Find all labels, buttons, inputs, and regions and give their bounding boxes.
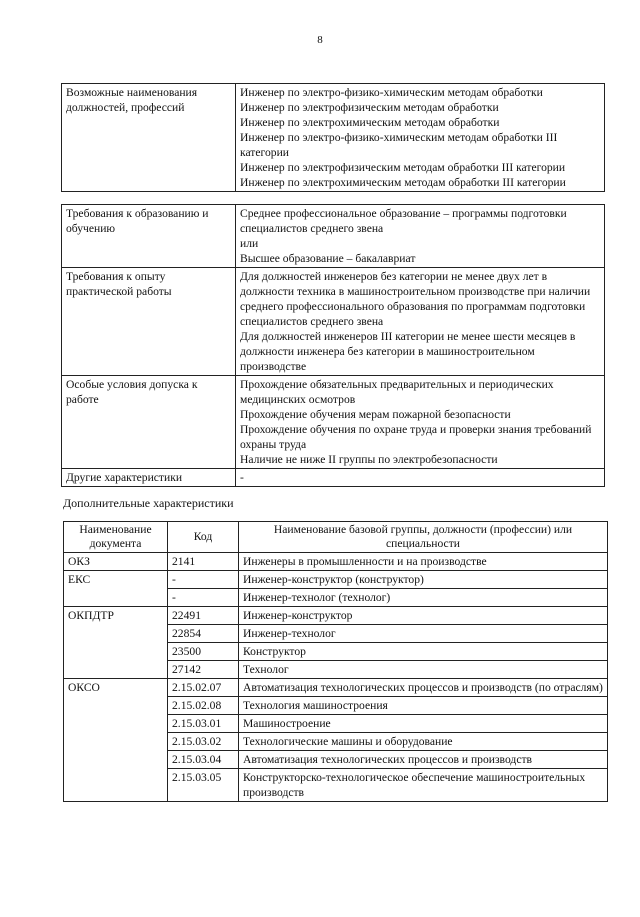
row-value bbox=[236, 469, 605, 487]
row-label: Другие характеристики bbox=[62, 469, 236, 487]
name-cell: Машиностроение bbox=[239, 715, 608, 733]
value-line: - bbox=[240, 471, 244, 484]
table-row bbox=[64, 751, 608, 769]
column-header-doc: Наименование документа bbox=[64, 522, 168, 553]
value-line: Инженер по электрофизическим методам обработки bbox=[240, 101, 499, 114]
table-row bbox=[64, 661, 608, 679]
row-label: Требования к опыту практической работы bbox=[62, 268, 236, 376]
doc-cell-empty bbox=[64, 589, 168, 607]
additional-characteristics-table bbox=[63, 521, 608, 802]
name-cell: Инженер-технолог (технолог) bbox=[239, 589, 608, 607]
code-cell: 2.15.03.01 bbox=[168, 715, 239, 733]
name-cell: Инженер-конструктор bbox=[239, 607, 608, 625]
table-row bbox=[64, 607, 608, 625]
table-row bbox=[64, 643, 608, 661]
doc-cell: ОКСО bbox=[64, 679, 168, 697]
doc-cell-empty bbox=[64, 661, 168, 679]
code-cell: - bbox=[168, 571, 239, 589]
value-line: Инженер по электрохимическим методам обработки III категории bbox=[240, 176, 566, 189]
code-cell: 2.15.02.07 bbox=[168, 679, 239, 697]
table-row bbox=[64, 625, 608, 643]
table-row bbox=[62, 268, 605, 376]
table-row bbox=[62, 469, 605, 487]
code-cell: 22854 bbox=[168, 625, 239, 643]
header-row bbox=[64, 522, 608, 553]
column-header-name: Наименование базовой группы, должности (профессии) или специальности bbox=[239, 522, 608, 553]
table-row bbox=[64, 679, 608, 697]
table-row bbox=[62, 376, 605, 469]
value-line: Инженер по электрофизическим методам обработки III категории bbox=[240, 161, 566, 174]
table-row bbox=[64, 697, 608, 715]
name-cell: Инженеры в промышленности и на производстве bbox=[239, 553, 608, 571]
value-line: Инженер по электро-физико-химическим методам обработки III категории bbox=[240, 131, 558, 159]
value-line: Прохождение обучения по охране труда и проверки знания требований охраны труда bbox=[240, 423, 592, 451]
value-line: Для должностей инженеров III категории не менее шести месяцев в должности инженера без категории в машиностроительном производстве bbox=[240, 330, 576, 373]
name-cell: Конструкторско-технологическое обеспечение машиностроительных производств bbox=[239, 769, 608, 802]
table-row bbox=[62, 205, 605, 268]
code-cell: 2141 bbox=[168, 553, 239, 571]
name-cell: Инженер-технолог bbox=[239, 625, 608, 643]
doc-cell: ОКЗ bbox=[64, 553, 168, 571]
row-value bbox=[236, 268, 605, 376]
table-row bbox=[64, 589, 608, 607]
code-cell: 2.15.02.08 bbox=[168, 697, 239, 715]
row-value bbox=[236, 376, 605, 469]
code-cell: - bbox=[168, 589, 239, 607]
table-row bbox=[64, 553, 608, 571]
doc-cell-empty bbox=[64, 697, 168, 715]
value-line: Среднее профессиональное образование – программы подготовки специалистов среднего звена bbox=[240, 207, 567, 235]
row-label: Требования к образованию и обучению bbox=[62, 205, 236, 268]
name-cell: Конструктор bbox=[239, 643, 608, 661]
value-line: или bbox=[240, 237, 259, 250]
table-row bbox=[62, 84, 605, 192]
doc-cell-empty bbox=[64, 715, 168, 733]
code-cell: 2.15.03.05 bbox=[168, 769, 239, 802]
code-cell: 23500 bbox=[168, 643, 239, 661]
row-label: Возможные наименования должностей, профессий bbox=[62, 84, 236, 192]
name-cell: Технологические машины и оборудование bbox=[239, 733, 608, 751]
row-label: Особые условия допуска к работе bbox=[62, 376, 236, 469]
page-number: 8 bbox=[317, 34, 323, 46]
table-row bbox=[64, 769, 608, 802]
column-header-code: Код bbox=[168, 522, 239, 553]
value-line: Прохождение обязательных предварительных и периодических медицинских осмотров bbox=[240, 378, 554, 406]
row-value bbox=[236, 205, 605, 268]
code-cell: 22491 bbox=[168, 607, 239, 625]
table-row bbox=[64, 571, 608, 589]
value-line: Высшее образование – бакалавриат bbox=[240, 252, 416, 265]
doc-cell-empty bbox=[64, 625, 168, 643]
value-line: Инженер по электрохимическим методам обработки bbox=[240, 116, 500, 129]
doc-cell-empty bbox=[64, 643, 168, 661]
table-row bbox=[64, 733, 608, 751]
doc-cell: ЕКС bbox=[64, 571, 168, 589]
name-cell: Технолог bbox=[239, 661, 608, 679]
value-line: Инженер по электро-физико-химическим методам обработки bbox=[240, 86, 543, 99]
name-cell: Автоматизация технологических процессов и производств bbox=[239, 751, 608, 769]
code-cell: 2.15.03.02 bbox=[168, 733, 239, 751]
code-cell: 27142 bbox=[168, 661, 239, 679]
row-value bbox=[236, 84, 605, 192]
name-cell: Инженер-конструктор (конструктор) bbox=[239, 571, 608, 589]
table-row bbox=[64, 715, 608, 733]
section-title: Дополнительные характеристики bbox=[63, 496, 234, 510]
value-line: Прохождение обучения мерам пожарной безопасности bbox=[240, 408, 511, 421]
doc-cell-empty bbox=[64, 751, 168, 769]
value-line: Наличие не ниже II группы по электробезопасности bbox=[240, 453, 498, 466]
doc-cell-empty bbox=[64, 733, 168, 751]
job-titles-table bbox=[61, 83, 605, 192]
value-line: Для должностей инженеров без категории не менее двух лет в должности техника в машиностроительном производстве при наличии среднего профессионального образования по программам подготовки специалистов среднего звена bbox=[240, 270, 591, 328]
requirements-table bbox=[61, 204, 605, 487]
code-cell: 2.15.03.04 bbox=[168, 751, 239, 769]
name-cell: Технология машиностроения bbox=[239, 697, 608, 715]
name-cell: Автоматизация технологических процессов и производств (по отраслям) bbox=[239, 679, 608, 697]
doc-cell: ОКПДТР bbox=[64, 607, 168, 625]
doc-cell-empty bbox=[64, 769, 168, 802]
